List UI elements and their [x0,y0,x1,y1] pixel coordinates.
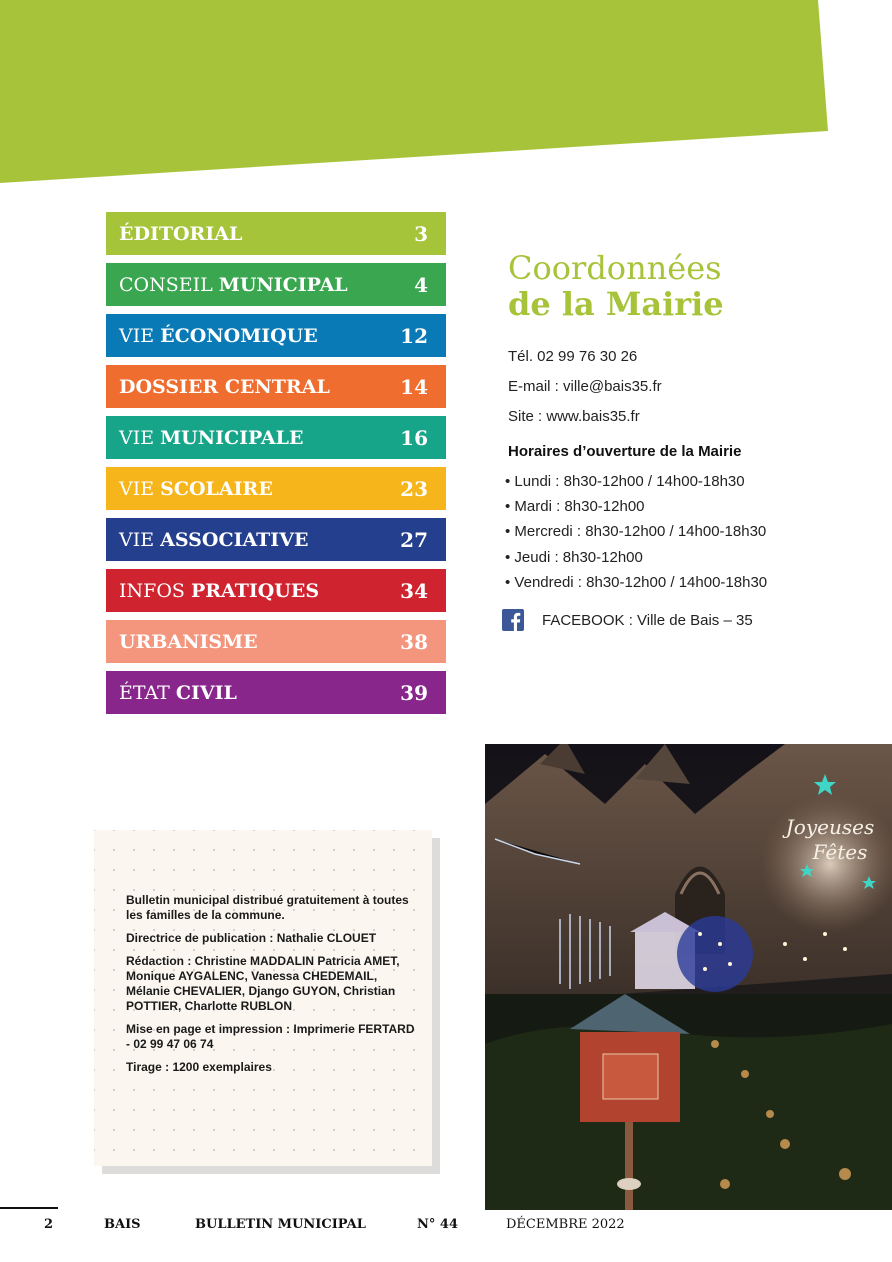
toc-page-number: 23 [400,476,428,501]
toc-label-bold: CIVIL [175,681,237,704]
toc-label [119,682,237,704]
toc-label-light: VIE [119,477,161,500]
toc-item[interactable] [106,212,446,255]
toc-page-number: 38 [400,629,428,654]
toc-label-bold: DOSSIER CENTRAL [119,375,330,398]
toc-label-bold: ÉDITORIAL [119,222,243,245]
toc-label [119,274,348,296]
toc-item[interactable] [106,620,446,663]
coordonnees-title-line1: Coordonnées [508,249,722,287]
credits-tirage: Tirage : 1200 exemplaires [126,1060,272,1074]
coordonnees-title-line2: de la Mairie [508,285,724,323]
header-banner [0,0,892,190]
toc-page-number: 16 [400,425,428,450]
toc-page-number: 14 [400,374,428,399]
christmas-photo [485,744,892,1210]
credits-distribution: Bulletin municipal distribué gratuitement à toutes les familles de la commune. [126,893,409,922]
credits-directrice: Directrice de publication : Nathalie CLOUET [126,931,377,945]
facebook-label: FACEBOOK : Ville de Bais – 35 [542,611,753,629]
toc-label [119,325,318,347]
toc-label [119,529,308,551]
toc-label-bold: SCOLAIRE [160,477,273,500]
toc-label-light: VIE [119,324,161,347]
toc-label-bold: PRATIQUES [190,579,320,602]
email[interactable]: E-mail : ville@bais35.fr [508,378,662,395]
toc-item[interactable] [106,416,446,459]
toc-item[interactable] [106,569,446,612]
coordonnees-title [508,250,724,322]
toc-label [119,223,242,245]
toc-label-light: ÉTAT [119,681,176,704]
toc-item[interactable] [106,314,446,357]
footer-issue: N° 44 [417,1217,458,1232]
toc-item[interactable] [106,467,446,510]
toc-label-light: INFOS [119,579,191,602]
contact-block [508,348,662,438]
facebook-link[interactable] [502,609,753,631]
hours-item: • Vendredi : 8h30-12h00 / 14h00-18h30 [505,573,768,591]
footer-town: BAIS [104,1217,141,1232]
hours-item: • Mercredi : 8h30-12h00 / 14h00-18h30 [505,523,767,541]
toc-page-number: 39 [400,680,428,705]
toc-item[interactable] [106,263,446,306]
phone: Tél. 02 99 76 30 26 [508,348,638,365]
toc-label-bold: MUNICIPALE [160,426,304,449]
toc-label [119,478,273,500]
toc-item[interactable] [106,671,446,714]
toc-item[interactable] [106,518,446,561]
toc-page-number: 12 [400,323,428,348]
sign-line2: Fêtes [812,840,868,864]
toc-label-bold: URBANISME [119,630,258,653]
toc-label-bold: ÉCONOMIQUE [160,324,318,347]
hours-item: • Mardi : 8h30-12h00 [505,498,645,516]
toc-label-light: CONSEIL [119,273,219,296]
footer-date: DÉCEMBRE 2022 [506,1217,625,1232]
hours-item: • Lundi : 8h30-12h00 / 14h00-18h30 [505,473,745,490]
website[interactable]: Site : www.bais35.fr [508,408,640,425]
toc-page-number: 27 [400,527,428,552]
toc-label [119,631,258,653]
footer-rule [0,1207,58,1209]
toc-page-number: 34 [400,578,428,603]
hours-item: • Jeudi : 8h30-12h00 [505,548,643,566]
toc-item[interactable] [106,365,446,408]
toc-label [119,427,304,449]
toc-label-light: VIE [119,528,161,551]
hours-list [505,473,767,599]
hours-title: Horaires d’ouverture de la Mairie [508,443,742,460]
toc-page-number: 3 [414,221,428,246]
sign-line1: Joyeuses [785,815,875,839]
toc-label [119,376,330,398]
credits-redaction: Rédaction : Christine MADDALIN Patricia AMET, Monique AYGALENC, Vanessa CHEDEMAIL, Mélanie CHEVALIER, Django GUYON, Christian POTTIER, Charlotte RUBLON [126,954,400,1013]
credits-text [126,893,416,1083]
toc-label-light: VIE [119,426,161,449]
credits-mise-en-page: Mise en page et impression : Imprimerie FERTARD - 02 99 47 06 74 [126,1022,415,1051]
toc-label [119,580,319,602]
toc-label-bold: ASSOCIATIVE [160,528,309,551]
footer-page-number: 2 [44,1217,54,1232]
toc-page-number: 4 [414,272,428,297]
footer-publication: BULLETIN MUNICIPAL [195,1217,366,1232]
toc-label-bold: MUNICIPAL [218,273,348,296]
table-of-contents [106,212,446,722]
facebook-icon [502,609,524,631]
